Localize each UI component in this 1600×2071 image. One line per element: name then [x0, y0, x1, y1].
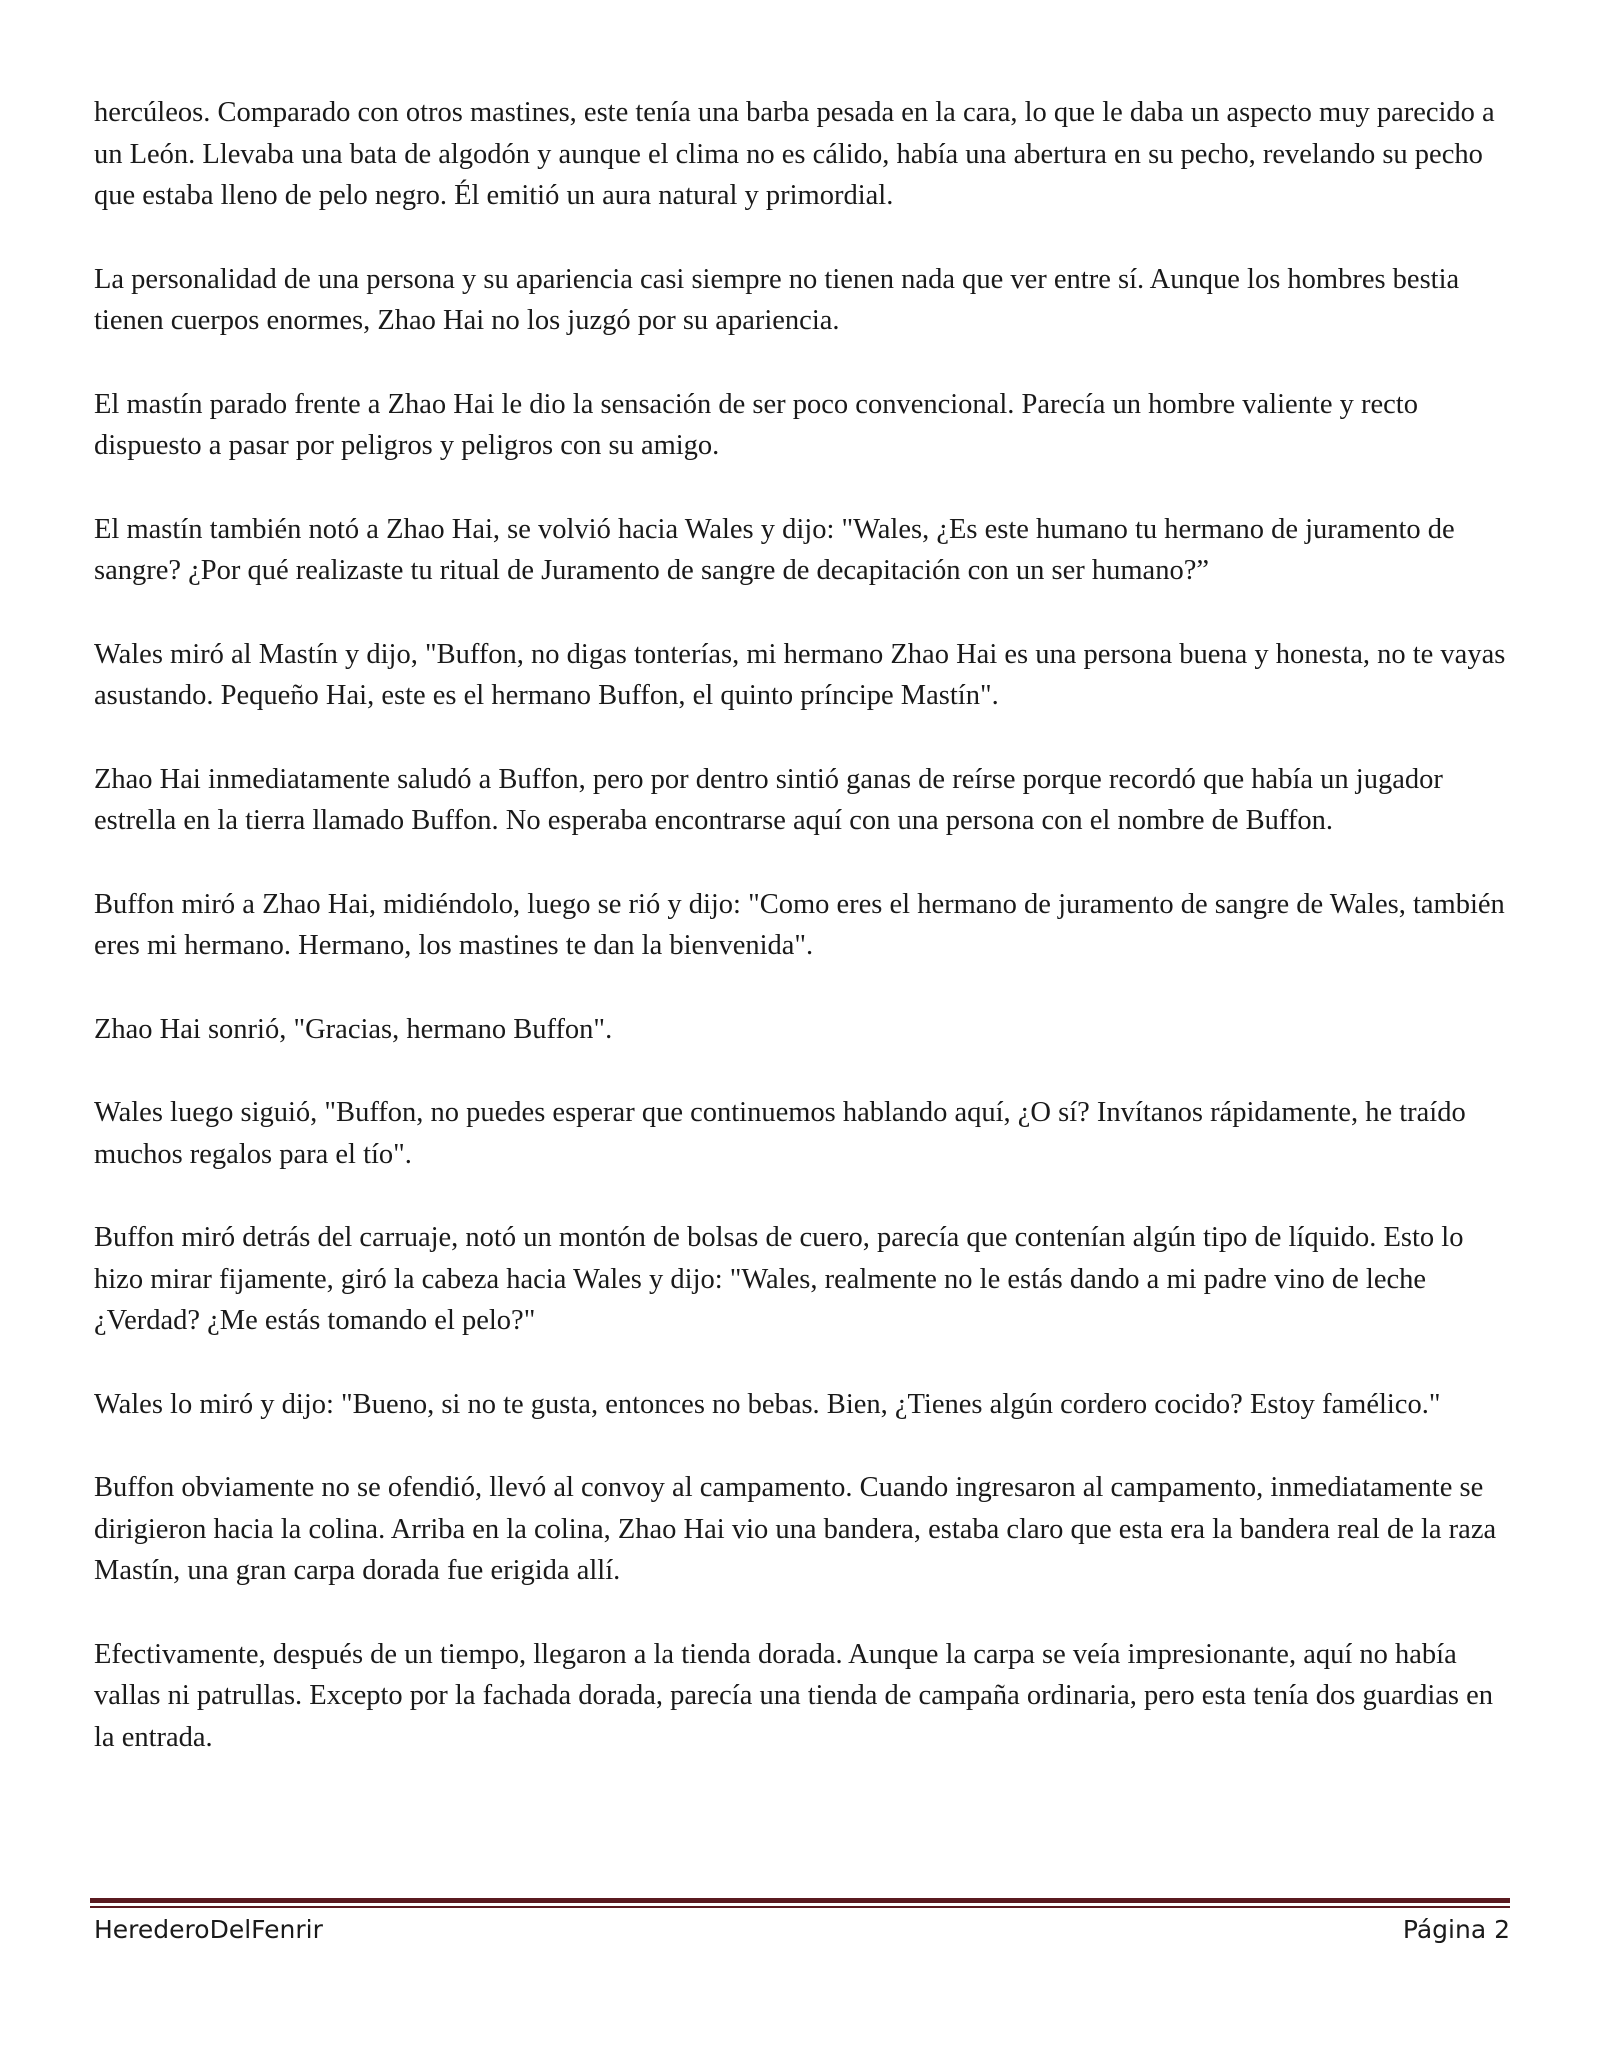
paragraph: El mastín parado frente a Zhao Hai le dio la sensación de ser poco convencional. Parecía un hombre valiente y recto dispuesto a pasar por peligros y peligros con su amigo. [94, 388, 1418, 461]
paragraph: Wales lo miró y dijo: "Bueno, si no te gusta, entonces no bebas. Bien, ¿Tienes algún cordero cocido? Estoy famélico." [94, 1388, 1441, 1420]
paragraph: Buffon miró detrás del carruaje, notó un montón de bolsas de cuero, parecía que contenían algún tipo de líquido. Esto lo hizo mirar fijamente, giró la cabeza hacia Wales y dijo: "Wales, realmente no le estás dando a mi padre vino de leche ¿Verdad? ¿Me estás tomando el pelo?" [94, 1222, 1464, 1336]
page-body [94, 92, 1514, 1800]
page-footer [94, 1912, 1510, 1948]
footer-divider-thin [90, 1906, 1510, 1908]
paragraph: Buffon obviamente no se ofendió, llevó al convoy al campamento. Cuando ingresaron al campamento, inmediatamente se dirigieron hacia la colina. Arriba en la colina, Zhao Hai vio una bandera, estaba claro que esta era la bandera real de la raza Mastín, una gran carpa dorada fue erigida allí. [94, 1472, 1497, 1586]
paragraph: hercúleos. Comparado con otros mastines, este tenía una barba pesada en la cara, lo que le daba un aspecto muy parecido a un León. Llevaba una bata de algodón y aunque el clima no es cálido, había una abertura en su pecho, revelando su pecho que estaba lleno de pelo negro. Él emitió un aura natural y primordial. [94, 97, 1495, 211]
paragraph: Efectivamente, después de un tiempo, llegaron a la tienda dorada. Aunque la carpa se veía impresionante, aquí no había vallas ni patrullas. Excepto por la fachada dorada, parecía una tienda de campaña ordinaria, pero esta tenía dos guardias en la entrada. [94, 1638, 1494, 1753]
footer-author: HerederoDelFenrir [94, 1915, 323, 1944]
paragraph: Wales miró al Mastín y dijo, "Buffon, no digas tonterías, mi hermano Zhao Hai es una persona buena y honesta, no te vayas asustando. Pequeño Hai, este es el hermano Buffon, el quinto príncipe Mastín". [94, 638, 1506, 711]
footer-divider-thick [90, 1898, 1510, 1903]
footer-page-number: Página 2 [1402, 1915, 1510, 1944]
paragraph: Zhao Hai inmediatamente saludó a Buffon, pero por dentro sintió ganas de reírse porque recordó que había un jugador estrella en la tierra llamado Buffon. No esperaba encontrarse aquí con una persona con el nombre de Buffon. [94, 763, 1443, 836]
paragraph: Buffon miró a Zhao Hai, midiéndolo, luego se rió y dijo: "Como eres el hermano de juramento de sangre de Wales, también eres mi hermano. Hermano, los mastines te dan la bienvenida". [94, 888, 1505, 961]
paragraph: Wales luego siguió, "Buffon, no puedes esperar que continuemos hablando aquí, ¿O sí? Invítanos rápidamente, he traído muchos regalos para el tío". [94, 1097, 1466, 1170]
footer-divider [90, 1898, 1510, 1910]
paragraph: La personalidad de una persona y su apariencia casi siempre no tienen nada que ver entre sí. Aunque los hombres bestia tienen cuerpos enormes, Zhao Hai no los juzgó por su apariencia. [94, 263, 1460, 336]
paragraph: El mastín también notó a Zhao Hai, se volvió hacia Wales y dijo: "Wales, ¿Es este humano tu hermano de juramento de sangre? ¿Por qué realizaste tu ritual de Juramento de sangre de decapitación con un ser humano?” [94, 513, 1455, 586]
paragraph: Zhao Hai sonrió, "Gracias, hermano Buffon". [94, 1013, 613, 1045]
